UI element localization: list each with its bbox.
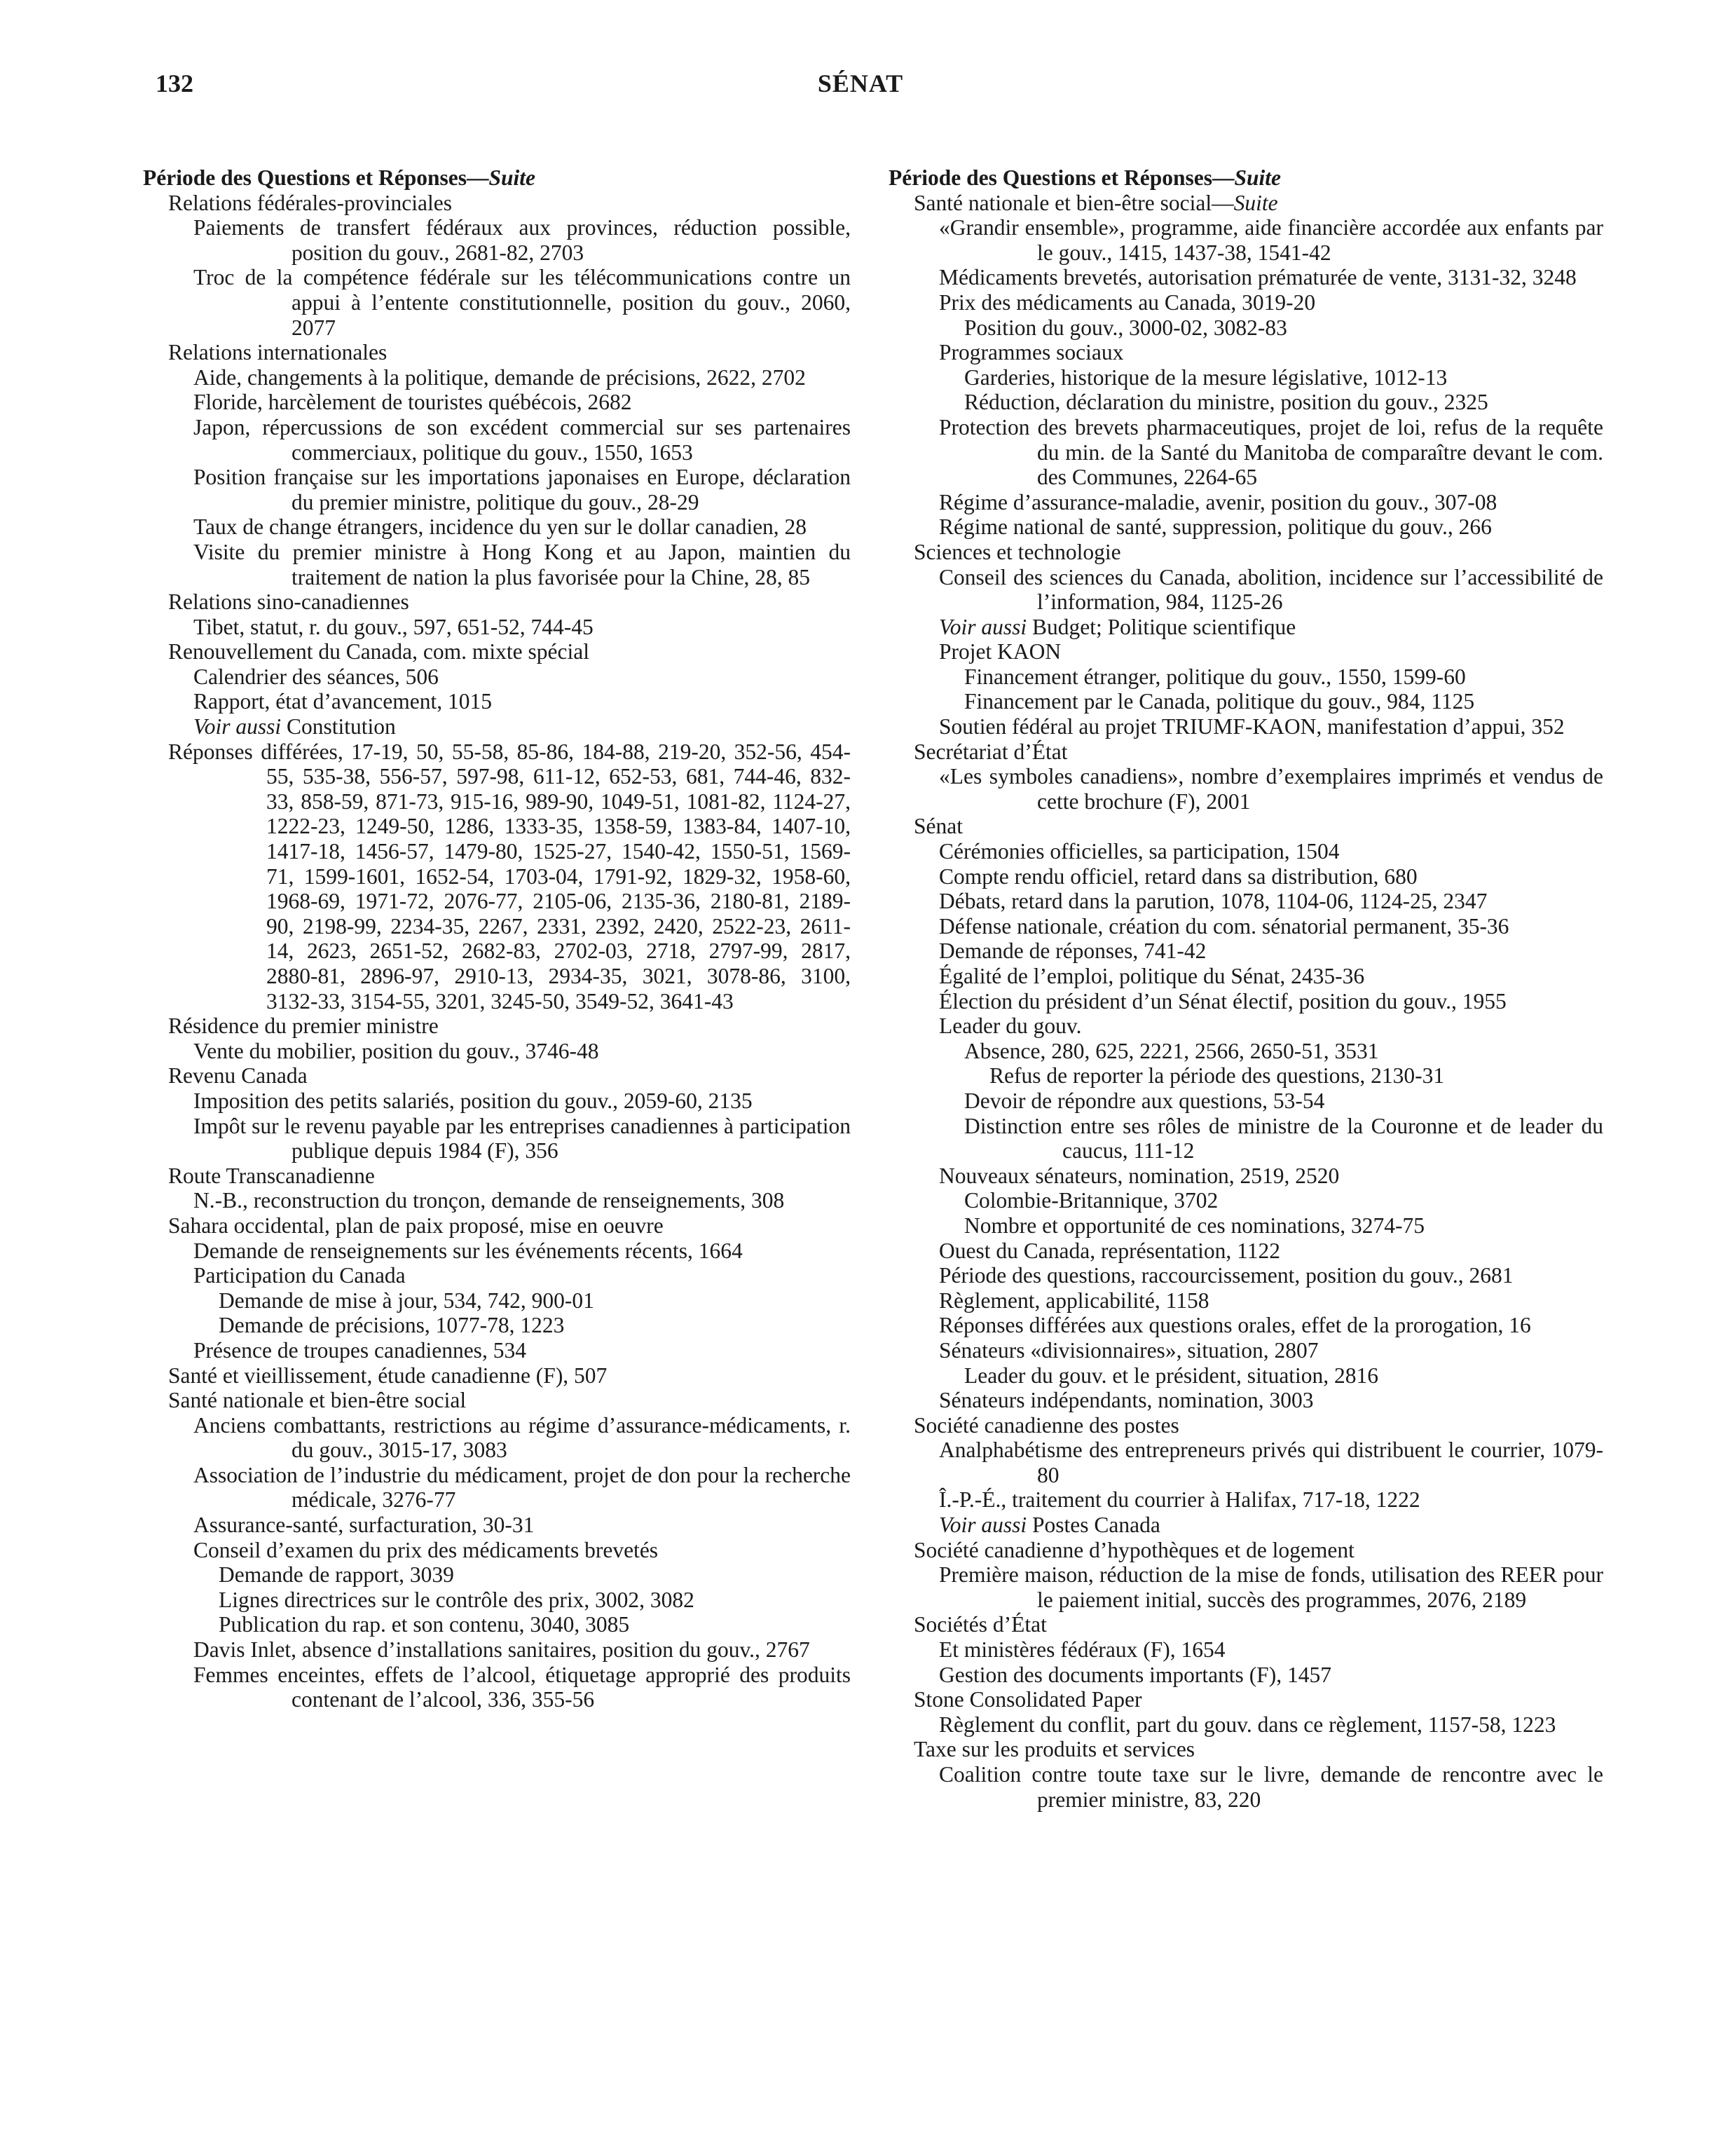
index-entry (889, 739, 1603, 765)
index-entry (889, 615, 1603, 640)
index-entry (889, 1762, 1603, 1812)
index-entry (889, 1288, 1603, 1314)
index-entry-text: Revenu Canada (168, 1063, 308, 1089)
index-entry-text: Relations fédérales-provinciales (168, 190, 452, 215)
index-entry-text: Position française sur les importations japonaises en Europe, déclaration du premier ministre, politique du gouv., 28-29 (193, 465, 851, 514)
index-entry-text: Floride, harcèlement de touristes québécois, 2682 (193, 390, 632, 415)
index-entry (889, 340, 1603, 365)
index-entry-text: Réponses différées, 17-19, 50, 55-58, 85-86, 184-88, 219-20, 352-56, 454-55, 535-38, 556-57, 597-98, 611-12, 652-53, 681, 744-46, 832-33, 858-59, 871-73, 915-16, 989-90, 1049-51, 1081-82, 1124-27, 1222-23, 1249-50, 1286, 1333-35, 1358-59, 1383-84, 1407-10, 1417-18, 1456-57, 1479-80, 1525-27, 1540-42, 1550-51, 1569-71, 1599-1601, 1652-54, 1703-04, 1791-92, 1829-32, 1958-60, 1968-69, 1971-72, 2076-77, 2105-06, 2135-36, 2180-81, 2189-90, 2198-99, 2234-35, 2267, 2331, 2392, 2420, 2522-23, 2611-14, 2623, 2651-52, 2682-83, 2702-03, 2718, 2797-99, 2817, 2880-81, 2896-97, 2910-13, 2934-35, 3021, 3078-86, 3100, 3132-33, 3154-55, 3201, 3245-50, 3549-52, 3641-43 (168, 739, 851, 1014)
index-entry (889, 1039, 1603, 1064)
index-entry (889, 664, 1603, 690)
index-entry-text: Vente du mobilier, position du gouv., 3746-48 (193, 1038, 599, 1063)
suite-label: Suite (1234, 165, 1282, 190)
index-entry-text: Leader du gouv. et le président, situation, 2816 (964, 1363, 1379, 1388)
index-entry-text: Sénateurs indépendants, nomination, 3003 (939, 1388, 1314, 1413)
index-entry (889, 689, 1603, 714)
index-entry-text: Coalition contre toute taxe sur le livre, demande de rencontre avec le premier ministre, 83, 220 (939, 1762, 1603, 1812)
index-entry-text: Programmes sociaux (939, 340, 1124, 365)
index-entry-text: Santé et vieillissement, étude canadienne (F), 507 (168, 1363, 608, 1388)
index-entry-text: Relations internationales (168, 340, 388, 365)
index-entry-text: Absence, 280, 625, 2221, 2566, 2650-51, 3531 (964, 1038, 1379, 1063)
index-entry (889, 1687, 1603, 1712)
index-entry-text: Participation du Canada (193, 1263, 406, 1288)
index-entry (889, 764, 1603, 814)
index-entry-text: Première maison, réduction de la mise de fonds, utilisation des REER pour le paiement initial, succès des programmes, 2076, 2189 (939, 1562, 1603, 1612)
index-entry-text: Distinction entre ses rôles de ministre de la Couronne et de leader du caucus, 111-12 (964, 1113, 1603, 1164)
index-entry (889, 1737, 1603, 1762)
index-entry (889, 1114, 1603, 1164)
index-entry (143, 340, 851, 365)
index-entry-text: Refus de reporter la période des questions, 2130-31 (989, 1063, 1445, 1089)
index-entry-text: Troc de la compétence fédérale sur les télécommunications contre un appui à l’entente constitutionnelle, position du gouv., 2060, 2077 (193, 265, 851, 340)
index-entry (889, 365, 1603, 390)
index-entry-text: Taxe sur les produits et services (914, 1737, 1195, 1762)
index-entry (889, 390, 1603, 415)
index-entry-text: Impôt sur le revenu payable par les entreprises canadiennes à participation publique depuis 1984 (F), 356 (193, 1113, 851, 1164)
index-entry (889, 1313, 1603, 1338)
index-entry (889, 490, 1603, 515)
index-entry-text: Demande de renseignements sur les événements récents, 1664 (193, 1238, 743, 1263)
index-entry-text: Lignes directrices sur le contrôle des prix, 3002, 3082 (219, 1587, 694, 1612)
index-entry (889, 964, 1603, 989)
index-entry (889, 639, 1603, 664)
suite-label: Suite (488, 165, 536, 190)
index-entry (889, 1164, 1603, 1189)
index-entry-text: Réponses différées aux questions orales, effet de la prorogation, 16 (939, 1313, 1531, 1338)
index-entry (143, 1413, 851, 1463)
index-entry-text: Présence de troupes canadiennes, 534 (193, 1337, 526, 1363)
index-entry-text: Financement par le Canada, politique du gouv., 984, 1125 (964, 689, 1475, 714)
index-entry (143, 215, 851, 265)
index-entry (889, 415, 1603, 490)
index-entry (143, 1039, 851, 1064)
index-entry (143, 639, 851, 664)
index-entry-text: Soutien fédéral au projet TRIUMF-KAON, manifestation d’appui, 352 (939, 714, 1565, 739)
index-entry-text: Sciences et technologie (914, 539, 1121, 564)
index-entry-text: Société canadienne des postes (914, 1412, 1179, 1438)
index-entry-text: Élection du président d’un Sénat électif, position du gouv., 1955 (939, 988, 1507, 1014)
index-entry-text: Assurance-santé, surfacturation, 30-31 (193, 1513, 535, 1538)
index-entry (889, 191, 1603, 216)
index-entry (889, 889, 1603, 914)
index-entry (889, 1188, 1603, 1213)
index-entry-text: Sénat (914, 814, 963, 839)
index-entry (143, 664, 851, 690)
index-entry-text: Position du gouv., 3000-02, 3082-83 (964, 315, 1287, 340)
index-entry (889, 1388, 1603, 1413)
index-entry-text: Anciens combattants, restrictions au régime d’assurance-médicaments, r. du gouv., 3015-17, 3083 (193, 1412, 851, 1463)
index-entry-text: Imposition des petits salariés, position du gouv., 2059-60, 2135 (193, 1088, 753, 1113)
index-entry-text: Demande de mise à jour, 534, 742, 900-01 (219, 1288, 594, 1313)
index-entry-text: «Grandir ensemble», programme, aide financière accordée aux enfants par le gouv., 1415, 1437-38, 1541-42 (939, 215, 1603, 265)
index-entry (889, 1239, 1603, 1264)
index-entry-text: Sociétés d’État (914, 1612, 1047, 1637)
index-entry (143, 1014, 851, 1039)
index-entry-text: Période des questions, raccourcissement, position du gouv., 2681 (939, 1263, 1514, 1288)
index-entry (889, 939, 1603, 964)
index-entry (889, 1263, 1603, 1288)
index-entry-text: Cérémonies officielles, sa participation, 1504 (939, 839, 1340, 864)
index-entry-text: Demande de rapport, 3039 (219, 1562, 454, 1588)
index-entry (889, 1612, 1603, 1637)
index-entry (889, 814, 1603, 839)
index-entry (143, 1089, 851, 1114)
index-entry (889, 540, 1603, 565)
index-entry (889, 1363, 1603, 1389)
index-entry (889, 864, 1603, 889)
index-entry (143, 689, 851, 714)
index-entry-text: Nombre et opportunité de ces nominations, 3274-75 (964, 1213, 1425, 1238)
index-entry (143, 615, 851, 640)
page-number: 132 (156, 69, 193, 97)
index-entry-text: Japon, répercussions de son excédent commercial sur ses partenaires commerciaux, politique du gouv., 1550, 1653 (193, 414, 851, 465)
index-entry-text: Demande de réponses, 741-42 (939, 939, 1207, 964)
index-entry (143, 1288, 851, 1314)
index-entry-text: Postes Canada (1027, 1513, 1160, 1538)
index-entry (143, 589, 851, 615)
index-entry-text: Relations sino-canadiennes (168, 589, 409, 615)
index-entry (889, 265, 1603, 290)
index-column-right (889, 165, 1603, 1812)
index-entry-text: Calendrier des séances, 506 (193, 664, 439, 689)
index-entry-text: Visite du premier ministre à Hong Kong et au Japon, maintien du traitement de nation la plus favorisée pour la Chine, 28, 85 (193, 539, 851, 589)
index-entry (889, 1538, 1603, 1563)
index-entry-text: Stone Consolidated Paper (914, 1687, 1142, 1712)
index-entry-text: Î.-P.-É., traitement du courrier à Halifax, 717-18, 1222 (939, 1487, 1420, 1513)
index-entry (143, 514, 851, 540)
index-entry-text: Prix des médicaments au Canada, 3019-20 (939, 289, 1316, 315)
index-entry-text: Aide, changements à la politique, demande de précisions, 2622, 2702 (193, 364, 806, 390)
index-entry (143, 265, 851, 340)
index-entry-text: Paiements de transfert fédéraux aux provinces, réduction possible, position du gouv., 2681-82, 2703 (193, 215, 851, 265)
index-entry-text: Tibet, statut, r. du gouv., 597, 651-52, 744-45 (193, 614, 594, 639)
index-entry-text: Compte rendu officiel, retard dans sa distribution, 680 (939, 864, 1418, 889)
index-entry (889, 1014, 1603, 1039)
index-entry-text: Et ministères fédéraux (F), 1654 (939, 1637, 1226, 1663)
index-entry (143, 1164, 851, 1189)
index-entry (143, 1114, 851, 1164)
index-entry (889, 1513, 1603, 1538)
index-entry-text: Constitution (281, 714, 396, 739)
index-entry-text: Budget; Politique scientifique (1027, 614, 1296, 639)
index-entry-text: Réduction, déclaration du ministre, position du gouv., 2325 (964, 390, 1488, 415)
index-entry (143, 165, 851, 191)
see-also-label: Voir aussi (193, 714, 282, 739)
see-also-label: Voir aussi (939, 1513, 1027, 1538)
index-entry (889, 1338, 1603, 1363)
index-entry (889, 714, 1603, 739)
index-entry (143, 739, 851, 1014)
page-title: SÉNAT (817, 69, 904, 97)
index-entry-text: Sahara occidental, plan de paix proposé, mise en oeuvre (168, 1213, 664, 1238)
index-entry-text: Résidence du premier ministre (168, 1014, 439, 1039)
index-entry (143, 1463, 851, 1513)
index-entry-text: Protection des brevets pharmaceutiques, projet de loi, refus de la requête du min. de la Santé du Manitoba de comparaître devant le com. des Communes, 2264-65 (939, 414, 1603, 490)
index-entry (143, 365, 851, 390)
index-entry-text: Taux de change étrangers, incidence du yen sur le dollar canadien, 28 (193, 514, 807, 540)
index-entry-text: Publication du rap. et son contenu, 3040, 3085 (219, 1612, 630, 1637)
index-entry-text: Projet KAON (939, 639, 1062, 664)
index-entry (889, 1438, 1603, 1487)
index-entry-text: Santé nationale et bien-être social (168, 1388, 467, 1413)
index-entry (143, 465, 851, 514)
index-entry (143, 1239, 851, 1264)
index-entry-text: Société canadienne d’hypothèques et de logement (914, 1537, 1355, 1562)
index-entry (143, 1663, 851, 1712)
index-entry (889, 1712, 1603, 1738)
index-entry-text: Régime d’assurance-maladie, avenir, position du gouv., 307-08 (939, 489, 1497, 514)
index-entry (889, 914, 1603, 939)
index-entry (889, 215, 1603, 265)
index-entry-text: «Les symboles canadiens», nombre d’exemplaires imprimés et vendus de cette brochure (F), 2001 (939, 764, 1603, 814)
index-entry (143, 1313, 851, 1338)
index-entry (143, 1538, 851, 1563)
index-entry-text: Période des Questions et Réponses— (143, 165, 489, 190)
index-entry-text: Renouvellement du Canada, com. mixte spécial (168, 639, 589, 664)
index-entry-text: Garderies, historique de la mesure législative, 1012-13 (964, 364, 1448, 390)
index-entry (889, 290, 1603, 315)
index-column-left (143, 165, 851, 1712)
index-entry (143, 1338, 851, 1363)
index-entry (143, 1388, 851, 1413)
index-entry (889, 1213, 1603, 1239)
index-entry (143, 540, 851, 589)
index-entry (889, 1413, 1603, 1438)
index-entry (143, 1562, 851, 1588)
index-entry-text: Période des Questions et Réponses— (889, 165, 1235, 190)
index-entry (143, 191, 851, 216)
index-entry (889, 1487, 1603, 1513)
index-entry (143, 1588, 851, 1613)
index-entry (889, 1637, 1603, 1663)
index-entry (143, 1363, 851, 1389)
index-entry (143, 1213, 851, 1239)
see-also-label: Voir aussi (939, 614, 1027, 639)
index-entry-text: Route Transcanadienne (168, 1163, 375, 1188)
index-entry (143, 714, 851, 739)
index-entry-text: Colombie-Britannique, 3702 (964, 1188, 1219, 1213)
index-entry (889, 1089, 1603, 1114)
index-entry (889, 839, 1603, 864)
index-entry-text: Médicaments brevetés, autorisation prématurée de vente, 3131-32, 3248 (939, 265, 1577, 290)
index-entry (889, 315, 1603, 341)
suite-label: Suite (1233, 190, 1278, 215)
index-entry-text: Gestion des documents importants (F), 1457 (939, 1662, 1331, 1687)
index-entry-text: Régime national de santé, suppression, politique du gouv., 266 (939, 514, 1492, 540)
index-entry-text: Ouest du Canada, représentation, 1122 (939, 1238, 1280, 1263)
index-entry (143, 1637, 851, 1663)
index-entry-text: Débats, retard dans la parution, 1078, 1104-06, 1124-25, 2347 (939, 889, 1488, 914)
index-entry-text: Conseil des sciences du Canada, abolition, incidence sur l’accessibilité de l’information, 984, 1125-26 (939, 564, 1603, 615)
index-entry-text: Femmes enceintes, effets de l’alcool, étiquetage approprié des produits contenant de l’alcool, 336, 355-56 (193, 1662, 851, 1712)
index-entry-text: Sénateurs «divisionnaires», situation, 2807 (939, 1337, 1319, 1363)
index-entry-text: Égalité de l’emploi, politique du Sénat, 2435-36 (939, 964, 1365, 988)
index-entry-text: Règlement du conflit, part du gouv. dans ce règlement, 1157-58, 1223 (939, 1712, 1556, 1737)
index-entry-text: Leader du gouv. (939, 1014, 1082, 1039)
index-entry (143, 1612, 851, 1637)
index-entry-text: Secrétariat d’État (914, 739, 1068, 764)
index-entry (889, 514, 1603, 540)
index-entry-text: Demande de précisions, 1077-78, 1223 (219, 1313, 565, 1338)
index-entry-text: Conseil d’examen du prix des médicaments brevetés (193, 1537, 659, 1562)
index-entry (889, 989, 1603, 1014)
index-entry (889, 1562, 1603, 1612)
index-entry-text: Analphabétisme des entrepreneurs privés qui distribuent le courrier, 1079-80 (939, 1438, 1603, 1487)
index-entry-text: Financement étranger, politique du gouv., 1550, 1599-60 (964, 664, 1466, 689)
index-entry-text: Règlement, applicabilité, 1158 (939, 1288, 1209, 1313)
index-entry (143, 415, 851, 465)
index-entry-text: N.-B., reconstruction du tronçon, demande de renseignements, 308 (193, 1188, 785, 1213)
index-entry (889, 1063, 1603, 1089)
index-entry-text: Rapport, état d’avancement, 1015 (193, 689, 492, 714)
index-entry (143, 1063, 851, 1089)
index-entry-text: Défense nationale, création du com. sénatorial permanent, 35-36 (939, 913, 1509, 939)
index-entry-text: Nouveaux sénateurs, nomination, 2519, 2520 (939, 1163, 1340, 1188)
index-entry (889, 565, 1603, 615)
index-entry (143, 1263, 851, 1288)
index-entry-text: Davis Inlet, absence d’installations sanitaires, position du gouv., 2767 (193, 1637, 810, 1663)
index-entry-text: Devoir de répondre aux questions, 53-54 (964, 1088, 1325, 1113)
index-entry-text: Association de l’industrie du médicament, projet de don pour la recherche médicale, 3276-77 (193, 1462, 851, 1513)
index-entry (143, 1513, 851, 1538)
index-entry (143, 390, 851, 415)
index-entry (889, 165, 1603, 191)
index-entry (889, 1663, 1603, 1688)
index-entry (143, 1188, 851, 1213)
index-entry-text: Santé nationale et bien-être social— (914, 190, 1234, 215)
